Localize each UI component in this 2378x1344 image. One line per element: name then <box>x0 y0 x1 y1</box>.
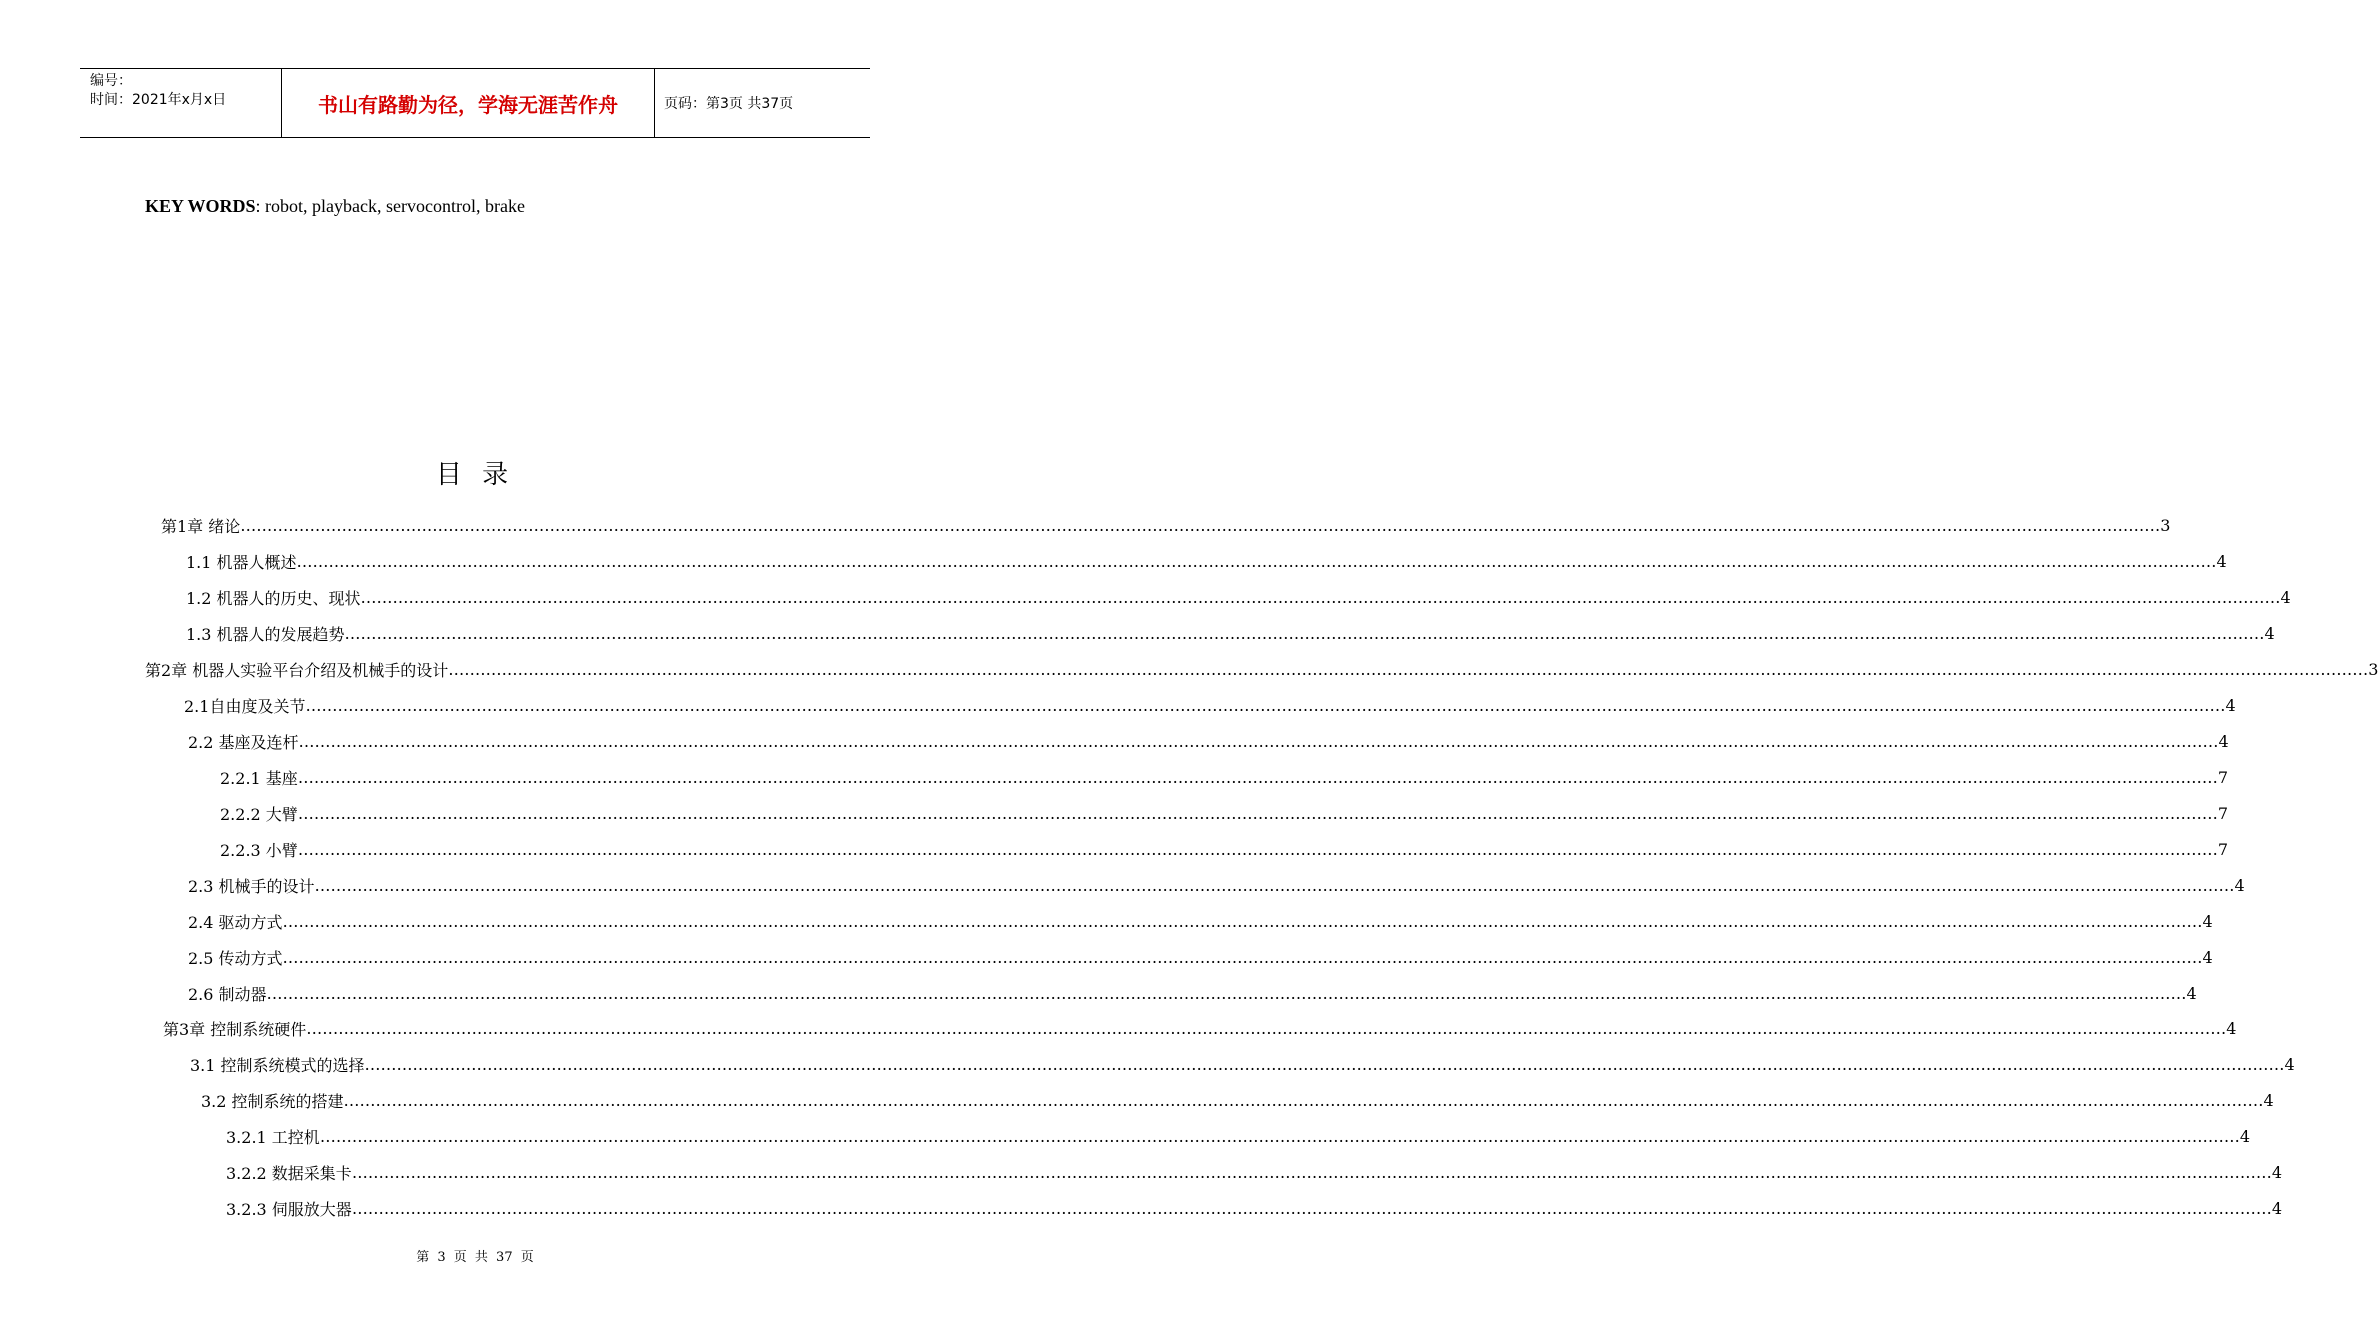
toc-entry-page: 3 <box>2368 659 2378 679</box>
toc-entry-page: 4 <box>2263 1090 2274 1110</box>
toc-entry-label: 2.2 基座及连杆 <box>188 732 299 752</box>
toc-entry[interactable] <box>220 765 2228 789</box>
toc-entry[interactable] <box>145 657 2378 681</box>
toc-entry[interactable] <box>184 693 2236 717</box>
toc-entry[interactable] <box>188 729 2229 753</box>
toc-entry-label: 2.2.1 基座 <box>220 768 298 788</box>
toc-title: 目 录 <box>435 460 515 490</box>
toc-leader: ……………………………………………………………………………………………………………………………………………………………………………………………………………………………………………………………………………………………………………………………… <box>319 1126 2240 1146</box>
toc-entry-label: 3.2.3 伺服放大器 <box>226 1199 352 1219</box>
toc-entry-page: 4 <box>2225 695 2236 715</box>
page-footer: 第 3 页 共 37 页 <box>416 1250 534 1265</box>
toc-entry-label: 1.1 机器人概述 <box>186 552 297 572</box>
toc-entry-label: 2.1自由度及关节 <box>184 696 306 716</box>
keywords-label: KEY WORDS <box>145 196 256 216</box>
toc-entry[interactable] <box>186 585 2291 609</box>
toc-entry[interactable] <box>186 621 2275 645</box>
toc-entry-label: 2.4 驱动方式 <box>188 912 283 932</box>
toc-entry[interactable] <box>163 1016 2237 1040</box>
toc-entry-page: 4 <box>2218 731 2229 751</box>
toc-entry-label: 2.6 制动器 <box>188 984 267 1004</box>
toc-entry-label: 2.3 机械手的设计 <box>188 876 315 896</box>
toc-leader: ……………………………………………………………………………………………………………………………………………………………………………………………………………………………………………………………………………………………………………………………… <box>297 803 2218 823</box>
toc-entry-page: 7 <box>2217 803 2228 823</box>
toc-entry[interactable] <box>226 1196 2282 1220</box>
toc-leader: ……………………………………………………………………………………………………………………………………………………………………………………………………………………………………………………………………………………………………………………………… <box>351 1162 2272 1182</box>
toc-leader: ……………………………………………………………………………………………………………………………………………………………………………………………………………………………………………………………………………………………………………………………… <box>351 1198 2272 1218</box>
toc-entry-page: 7 <box>2217 767 2228 787</box>
toc-entry-label: 2.2.3 小臂 <box>220 840 298 860</box>
toc-entry[interactable] <box>188 945 2213 969</box>
toc-entry-page: 4 <box>2202 911 2213 931</box>
toc-leader: ……………………………………………………………………………………………………………………………………………………………………………………………………………………………………………………………………………………………………………………………… <box>282 947 2203 967</box>
toc-entry-label: 第1章 绪论 <box>161 516 241 536</box>
toc-entry-page: 4 <box>2284 1054 2295 1074</box>
toc-entry[interactable] <box>161 513 2171 537</box>
toc-entry-page: 4 <box>2280 587 2291 607</box>
toc-entry[interactable] <box>226 1160 2282 1184</box>
toc-entry-page: 4 <box>2216 551 2227 571</box>
keywords-text: : robot, playback, servocontrol, brake <box>255 196 525 216</box>
toc-entry-page: 4 <box>2202 947 2213 967</box>
toc-entry-page: 4 <box>2234 875 2245 895</box>
toc-entry[interactable] <box>220 801 2228 825</box>
toc-leader: ……………………………………………………………………………………………………………………………………………………………………………………………………………………………………………………………………………………………………………………………… <box>314 875 2235 895</box>
toc-entry-label: 3.2.1 工控机 <box>226 1127 320 1147</box>
document-number-label: 编号： <box>90 73 132 89</box>
toc-leader: ……………………………………………………………………………………………………………………………………………………………………………………………………………………………………………………………………………………………………………………………… <box>282 911 2203 931</box>
toc-entry[interactable] <box>186 549 2227 573</box>
header-divider <box>654 69 655 137</box>
toc-entry-page: 7 <box>2217 839 2228 859</box>
toc-entry[interactable] <box>188 873 2245 897</box>
toc-leader: ……………………………………………………………………………………………………………………………………………………………………………………………………………………………………………………………………………………………………………………………… <box>448 659 2369 679</box>
toc-leader: ……………………………………………………………………………………………………………………………………………………………………………………………………………………………………………………………………………………………………………………………… <box>306 1018 2227 1038</box>
toc-entry-label: 第3章 控制系统硬件 <box>163 1019 307 1039</box>
toc-entry-label: 1.3 机器人的发展趋势 <box>186 624 345 644</box>
header-motto: 书山有路勤为径，学海无涯苦作舟 <box>318 92 618 117</box>
toc-leader: ……………………………………………………………………………………………………………………………………………………………………………………………………………………………………………………………………………………………………………………………… <box>298 731 2219 751</box>
toc-leader: ……………………………………………………………………………………………………………………………………………………………………………………………………………………………………………………………………………………………………………………………… <box>364 1054 2285 1074</box>
toc-entry-label: 1.2 机器人的历史、现状 <box>186 588 361 608</box>
toc-leader: ……………………………………………………………………………………………………………………………………………………………………………………………………………………………………………………………………………………………………………………………… <box>360 587 2281 607</box>
toc-leader: ……………………………………………………………………………………………………………………………………………………………………………………………………………………………………………………………………………………………………………………………… <box>266 983 2187 1003</box>
header-meta <box>90 72 226 110</box>
toc-entry[interactable] <box>188 909 2213 933</box>
toc-leader: ……………………………………………………………………………………………………………………………………………………………………………………………………………………………………………………………………………………………………………………………… <box>297 839 2218 859</box>
toc-leader: ……………………………………………………………………………………………………………………………………………………………………………………………………………………………………………………………………………………………………………………………… <box>240 515 2161 535</box>
toc-entry-page: 4 <box>2264 623 2275 643</box>
toc-leader: ……………………………………………………………………………………………………………………………………………………………………………………………………………………………………………………………………………………………………………………………… <box>297 767 2218 787</box>
toc-entry-label: 3.2 控制系统的搭建 <box>201 1091 344 1111</box>
toc-entry[interactable] <box>220 837 2228 861</box>
toc-entry-page: 4 <box>2271 1162 2282 1182</box>
toc-entry-label: 第2章 机器人实验平台介绍及机械手的设计 <box>145 660 449 680</box>
toc-entry[interactable] <box>226 1124 2250 1148</box>
toc-entry-page: 4 <box>2271 1198 2282 1218</box>
toc-entry-label: 3.1 控制系统模式的选择 <box>190 1055 365 1075</box>
toc-leader: ……………………………………………………………………………………………………………………………………………………………………………………………………………………………………………………………………………………………………………………………… <box>343 1090 2264 1110</box>
toc-entry[interactable] <box>201 1088 2274 1112</box>
header-page-info: 页码：第3页 共37页 <box>664 96 794 112</box>
toc-entry-page: 4 <box>2226 1018 2237 1038</box>
toc-entry[interactable] <box>188 981 2197 1005</box>
toc-leader: ……………………………………………………………………………………………………………………………………………………………………………………………………………………………………………………………………………………………………………………………… <box>305 695 2226 715</box>
toc-entry[interactable] <box>190 1052 2295 1076</box>
page-header <box>80 68 870 138</box>
document-time-label: 时间：2021年x月x日 <box>90 92 227 108</box>
toc-entry-page: 4 <box>2239 1126 2250 1146</box>
toc-entry-page: 4 <box>2186 983 2197 1003</box>
toc-entry-page: 3 <box>2160 515 2171 535</box>
toc-leader: ……………………………………………………………………………………………………………………………………………………………………………………………………………………………………………………………………………………………………………………………… <box>344 623 2265 643</box>
toc-entry-label: 2.2.2 大臂 <box>220 804 298 824</box>
keywords-line <box>145 196 525 217</box>
toc-entry-label: 3.2.2 数据采集卡 <box>226 1163 352 1183</box>
toc-entry-label: 2.5 传动方式 <box>188 948 283 968</box>
toc-leader: ……………………………………………………………………………………………………………………………………………………………………………………………………………………………………………………………………………………………………………………………… <box>296 551 2217 571</box>
